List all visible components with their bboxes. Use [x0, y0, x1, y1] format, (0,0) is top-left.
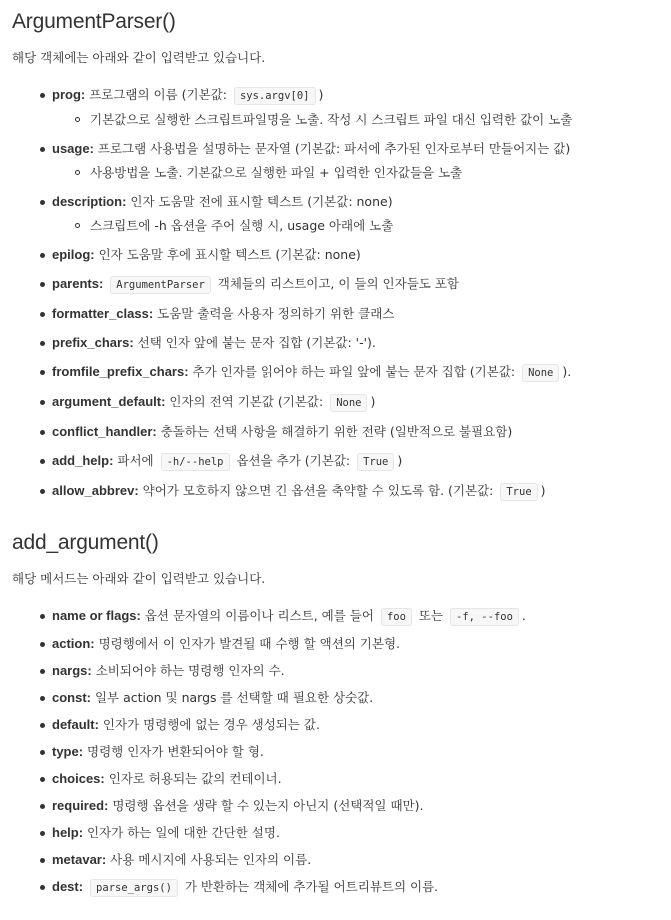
parameter-item — [52, 824, 651, 842]
parameter-item — [52, 689, 651, 707]
inline-code: -f, --foo — [450, 608, 519, 626]
parameter-description: 객체들의 리스트이고, 이 들의 인자들도 포함 — [213, 276, 459, 291]
inline-code: ArgumentParser — [110, 276, 211, 294]
inline-code: True — [500, 483, 537, 501]
parameter-sublist — [52, 164, 651, 182]
parameter-name: usage: — [52, 141, 94, 156]
parameter-description: . — [521, 608, 526, 623]
add-argument-parameter-list — [12, 607, 651, 897]
parameter-description: 가 반환하는 객체에 추가될 어트리뷰트의 이름. — [180, 879, 439, 894]
parameter-description: 소비되어야 하는 명령행 인자의 수. — [91, 663, 285, 678]
parameter-description: 약어가 모호하지 않으면 긴 옵션을 축약할 수 있도록 함. (기본값: — [138, 483, 498, 498]
parameter-name: prog: — [52, 87, 86, 102]
parameter-name: choices: — [52, 771, 105, 786]
parameter-item — [52, 797, 651, 815]
parameter-description: 인자의 전역 기본값 (기본값: — [165, 394, 328, 409]
parameter-subitem: 기본값으로 실행한 스크립트파일명을 노출. 작성 시 스크립트 파일 대신 입력한 값이 노출 — [90, 111, 651, 129]
parameter-description: 인자 도움말 전에 표시할 텍스트 (기본값: none) — [126, 194, 393, 209]
parameter-description: 명령행 인자가 변환되어야 할 형. — [83, 744, 264, 759]
parameter-description: 명령행 옵션을 생략 할 수 있는지 아닌지 (선택적일 때만). — [108, 798, 424, 813]
parameter-name: conflict_handler: — [52, 424, 157, 439]
parameter-item — [52, 305, 651, 323]
parameter-subitem: 사용방법을 노출. 기본값으로 실행한 파일 + 입력한 인자값들을 노출 — [90, 164, 651, 182]
section-title-argumentparser: ArgumentParser() — [12, 10, 176, 33]
parameter-description: 인자 도움말 후에 표시할 텍스트 (기본값: none) — [94, 247, 361, 262]
parameter-item — [52, 662, 651, 680]
parameter-item — [52, 86, 651, 129]
section-intro-add-argument: 해당 메서드는 아래와 같이 입력받고 있습니다. — [12, 571, 266, 586]
parameter-description: 옵션을 추가 (기본값: — [232, 453, 355, 468]
parameter-item — [52, 635, 651, 653]
parameter-description: 파서에 — [113, 453, 158, 468]
parameter-name: fromfile_prefix_chars: — [52, 364, 189, 379]
parameter-description: 인자가 명령행에 없는 경우 생성되는 값. — [98, 717, 320, 732]
parameter-name: prefix_chars: — [52, 335, 134, 350]
parameter-sublist — [52, 111, 651, 129]
parameter-name: allow_abbrev: — [52, 483, 139, 498]
parameter-description: 명령행에서 이 인자가 발견될 때 수행 할 액션의 기본형. — [94, 636, 401, 651]
parameter-description: 인자로 허용되는 값의 컨테이너. — [104, 771, 282, 786]
parameter-item — [52, 452, 651, 471]
parameter-name: formatter_class: — [52, 306, 154, 321]
parameter-item — [52, 246, 651, 264]
parameter-description — [103, 276, 107, 291]
parameter-name: dest: — [52, 879, 84, 894]
parameter-description: 인자가 하는 일에 대한 간단한 설명. — [83, 825, 280, 840]
parameter-name: required: — [52, 798, 109, 813]
parameter-description: 선택 인자 앞에 붙는 문자 집합 (기본값: '-'). — [133, 335, 376, 350]
parameter-name: action: — [52, 636, 95, 651]
parameter-subitem: 스크립트에 -h 옵션을 주어 실행 시, usage 아래에 노출 — [90, 217, 651, 235]
parameter-item — [52, 607, 651, 626]
parameter-description: ) — [370, 394, 376, 409]
parameter-item — [52, 770, 651, 788]
parameter-description: ) — [540, 483, 546, 498]
parameter-name: epilog: — [52, 247, 95, 262]
parameter-item — [52, 878, 651, 897]
parameter-item — [52, 193, 651, 235]
parameter-name: add_help: — [52, 453, 114, 468]
parameter-name: description: — [52, 194, 127, 209]
parameter-item — [52, 716, 651, 734]
parameter-description: ) — [397, 453, 403, 468]
parameter-description: 프로그램의 이름 (기본값: — [85, 87, 231, 102]
parameter-item — [52, 743, 651, 761]
inline-code: parse_args() — [90, 879, 178, 897]
parameter-description: 일부 action 및 nargs 를 선택할 때 필요한 상숫값. — [91, 690, 374, 705]
parameter-name: metavar: — [52, 852, 107, 867]
parameter-item — [52, 423, 651, 441]
parameter-description: ). — [562, 364, 572, 379]
parameter-name: help: — [52, 825, 84, 840]
inline-code: None — [330, 394, 367, 412]
parameter-item — [52, 275, 651, 294]
parameter-item — [52, 363, 651, 382]
inline-code: sys.argv[0] — [234, 87, 316, 105]
inline-code: None — [522, 364, 559, 382]
parameter-item — [52, 140, 651, 182]
parameter-name: const: — [52, 690, 91, 705]
parameter-description: 프로그램 사용법을 설명하는 문자열 (기본값: 파서에 추가된 인자로부터 만들어지는 값) — [93, 141, 571, 156]
parameter-sublist — [52, 217, 651, 235]
parameter-name: nargs: — [52, 663, 92, 678]
parameter-description: 충돌하는 선택 사항을 해결하기 위한 전략 (일반적으로 불필요함) — [156, 424, 513, 439]
parameter-description: 추가 인자를 읽어야 하는 파일 앞에 붙는 문자 집합 (기본값: — [188, 364, 520, 379]
parameter-description: 도움말 출력을 사용자 정의하기 위한 클래스 — [153, 306, 395, 321]
argumentparser-parameter-list — [12, 86, 651, 501]
inline-code: -h/--help — [161, 453, 230, 471]
parameter-name: name or flags: — [52, 608, 141, 623]
inline-code: True — [357, 453, 394, 471]
parameter-description: 사용 메시지에 사용되는 인자의 이름. — [106, 852, 312, 867]
inline-code: foo — [381, 608, 412, 626]
parameter-name: default: — [52, 717, 99, 732]
parameter-name: argument_default: — [52, 394, 166, 409]
parameter-description: 옵션 문자열의 이름이나 리스트, 예를 들어 — [140, 608, 378, 623]
parameter-description — [83, 879, 87, 894]
parameter-name: type: — [52, 744, 84, 759]
parameter-item — [52, 482, 651, 501]
parameter-item — [52, 393, 651, 412]
section-title-add-argument: add_argument() — [12, 531, 159, 554]
parameter-description: ) — [318, 87, 324, 102]
parameter-item — [52, 334, 651, 352]
section-intro-argumentparser: 해당 객체에는 아래와 같이 입력받고 있습니다. — [12, 50, 266, 65]
parameter-description: 또는 — [414, 608, 448, 623]
parameter-item — [52, 851, 651, 869]
parameter-name: parents: — [52, 276, 104, 291]
